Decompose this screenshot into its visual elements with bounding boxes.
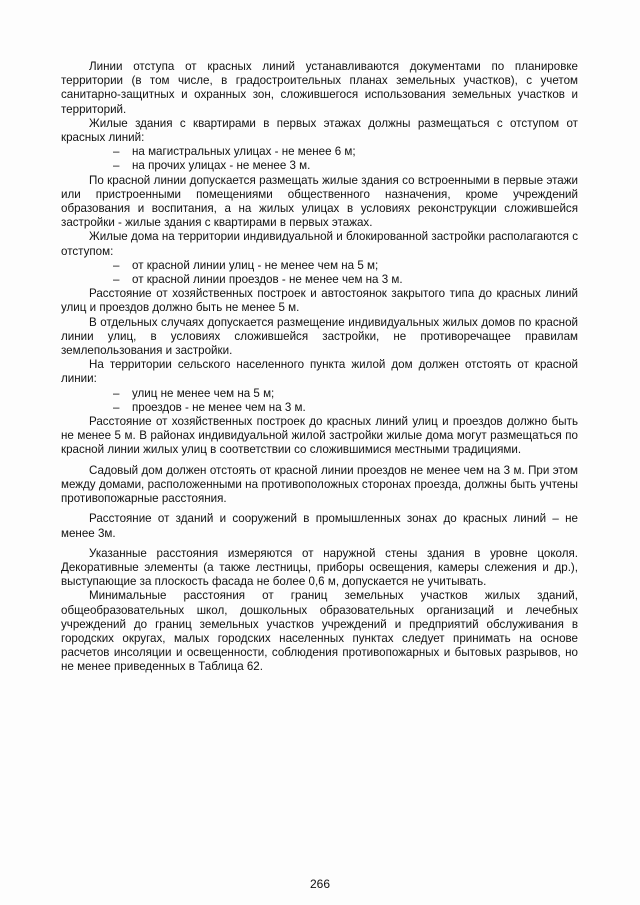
paragraph: По красной линии допускается размещать жилые здания со встроенными в первые этажи или пристроенными помещениями общественного назначения, кроме учреждений образования и воспитания, а на жилых улицах в условиях реконструкции сложившейся застройки - жилые здания с квартирами в первых этажах. [61, 173, 578, 230]
list-item-text: улиц не менее чем на 5 м; [132, 386, 275, 400]
list-item [61, 273, 578, 287]
list-item-text: на магистральных улицах - не менее 6 м; [132, 145, 356, 159]
page-number: 266 [309, 877, 331, 891]
paragraph: Садовый дом должен отстоять от красной линии проездов не менее чем на 3 м. При этом между домами, расположенными на противоположных сторонах проезда, должны быть учтены противопожарные расстояния. [61, 463, 578, 506]
list-item [61, 159, 578, 173]
list-bullet: – [113, 386, 120, 400]
paragraph: На территории сельского населенного пункта жилой дом должен отстоять от красной линии: [61, 358, 578, 386]
list-item-text: проездов - не менее чем на 3 м. [132, 400, 306, 414]
list-item [61, 145, 578, 159]
paragraph: Минимальные расстояния от границ земельных участков жилых зданий, общеобразовательных школ, дошкольных образовательных организаций и лечебных учреждений до границ земельных участков учреждений и предприятий обслуживания в городских округах, малых городских населенных пунктах следует принимать на основе расчетов инсоляции и освещенности, соблюдения противопожарных и бытовых разрывов, но не менее приведенных в Таблица 62. [61, 589, 578, 674]
paragraph: Линии отступа от красных линий устанавливаются документами по планировке территории (в том числе, в градостроительных планах земельных участков), с учетом санитарно-защитных и охранных зон, сложившегося использования земельных участков и территорий. [61, 60, 578, 116]
paragraph: Расстояние от хозяйственных построек и автостоянок закрытого типа до красных линий улиц и проездов должно быть не менее 5 м. [61, 287, 578, 315]
paragraph: В отдельных случаях допускается размещение индивидуальных жилых домов по красной линии улиц, в условиях сложившейся застройки, не противоречащее правилам землепользования и застройки. [61, 315, 578, 358]
list-item [61, 387, 578, 401]
list-item [61, 401, 578, 415]
paragraph: Жилые дома на территории индивидуальной и блокированной застройки располагаются с отступом: [61, 230, 578, 258]
document-body [61, 60, 578, 675]
list-bullet: – [113, 159, 120, 173]
list-bullet: – [113, 400, 120, 414]
list-item-text: от красной линии улиц - не менее чем на 5 м; [132, 258, 379, 272]
paragraph: Указанные расстояния измеряются от наружной стены здания в уровне цоколя. Декоративные элементы (а также лестницы, приборы освещения, камеры слежения и др.), выступающие за плоскость фасада не более 0,6 м, допускается не учитывать. [61, 546, 578, 589]
paragraph: Жилые здания с квартирами в первых этажах должны размещаться с отступом от красных линий: [61, 116, 578, 145]
list-item-text: от красной линии проездов - не менее чем на 3 м. [132, 273, 403, 287]
paragraph: Расстояние от зданий и сооружений в промышленных зонах до красных линий – не менее 3м. [61, 512, 578, 540]
list-item [61, 259, 578, 273]
list-item-text: на прочих улицах - не менее 3 м. [132, 159, 311, 173]
list-bullet: – [113, 273, 120, 287]
paragraph: Расстояние от хозяйственных построек до красных линий улиц и проездов должно быть не менее 5 м. В районах индивидуальной жилой застройки жилые дома могут размещаться по красной линии жилых улиц в соответствии со сложившимися местными традициями. [61, 415, 578, 457]
list-bullet: – [113, 258, 120, 272]
list-bullet: – [113, 145, 120, 159]
